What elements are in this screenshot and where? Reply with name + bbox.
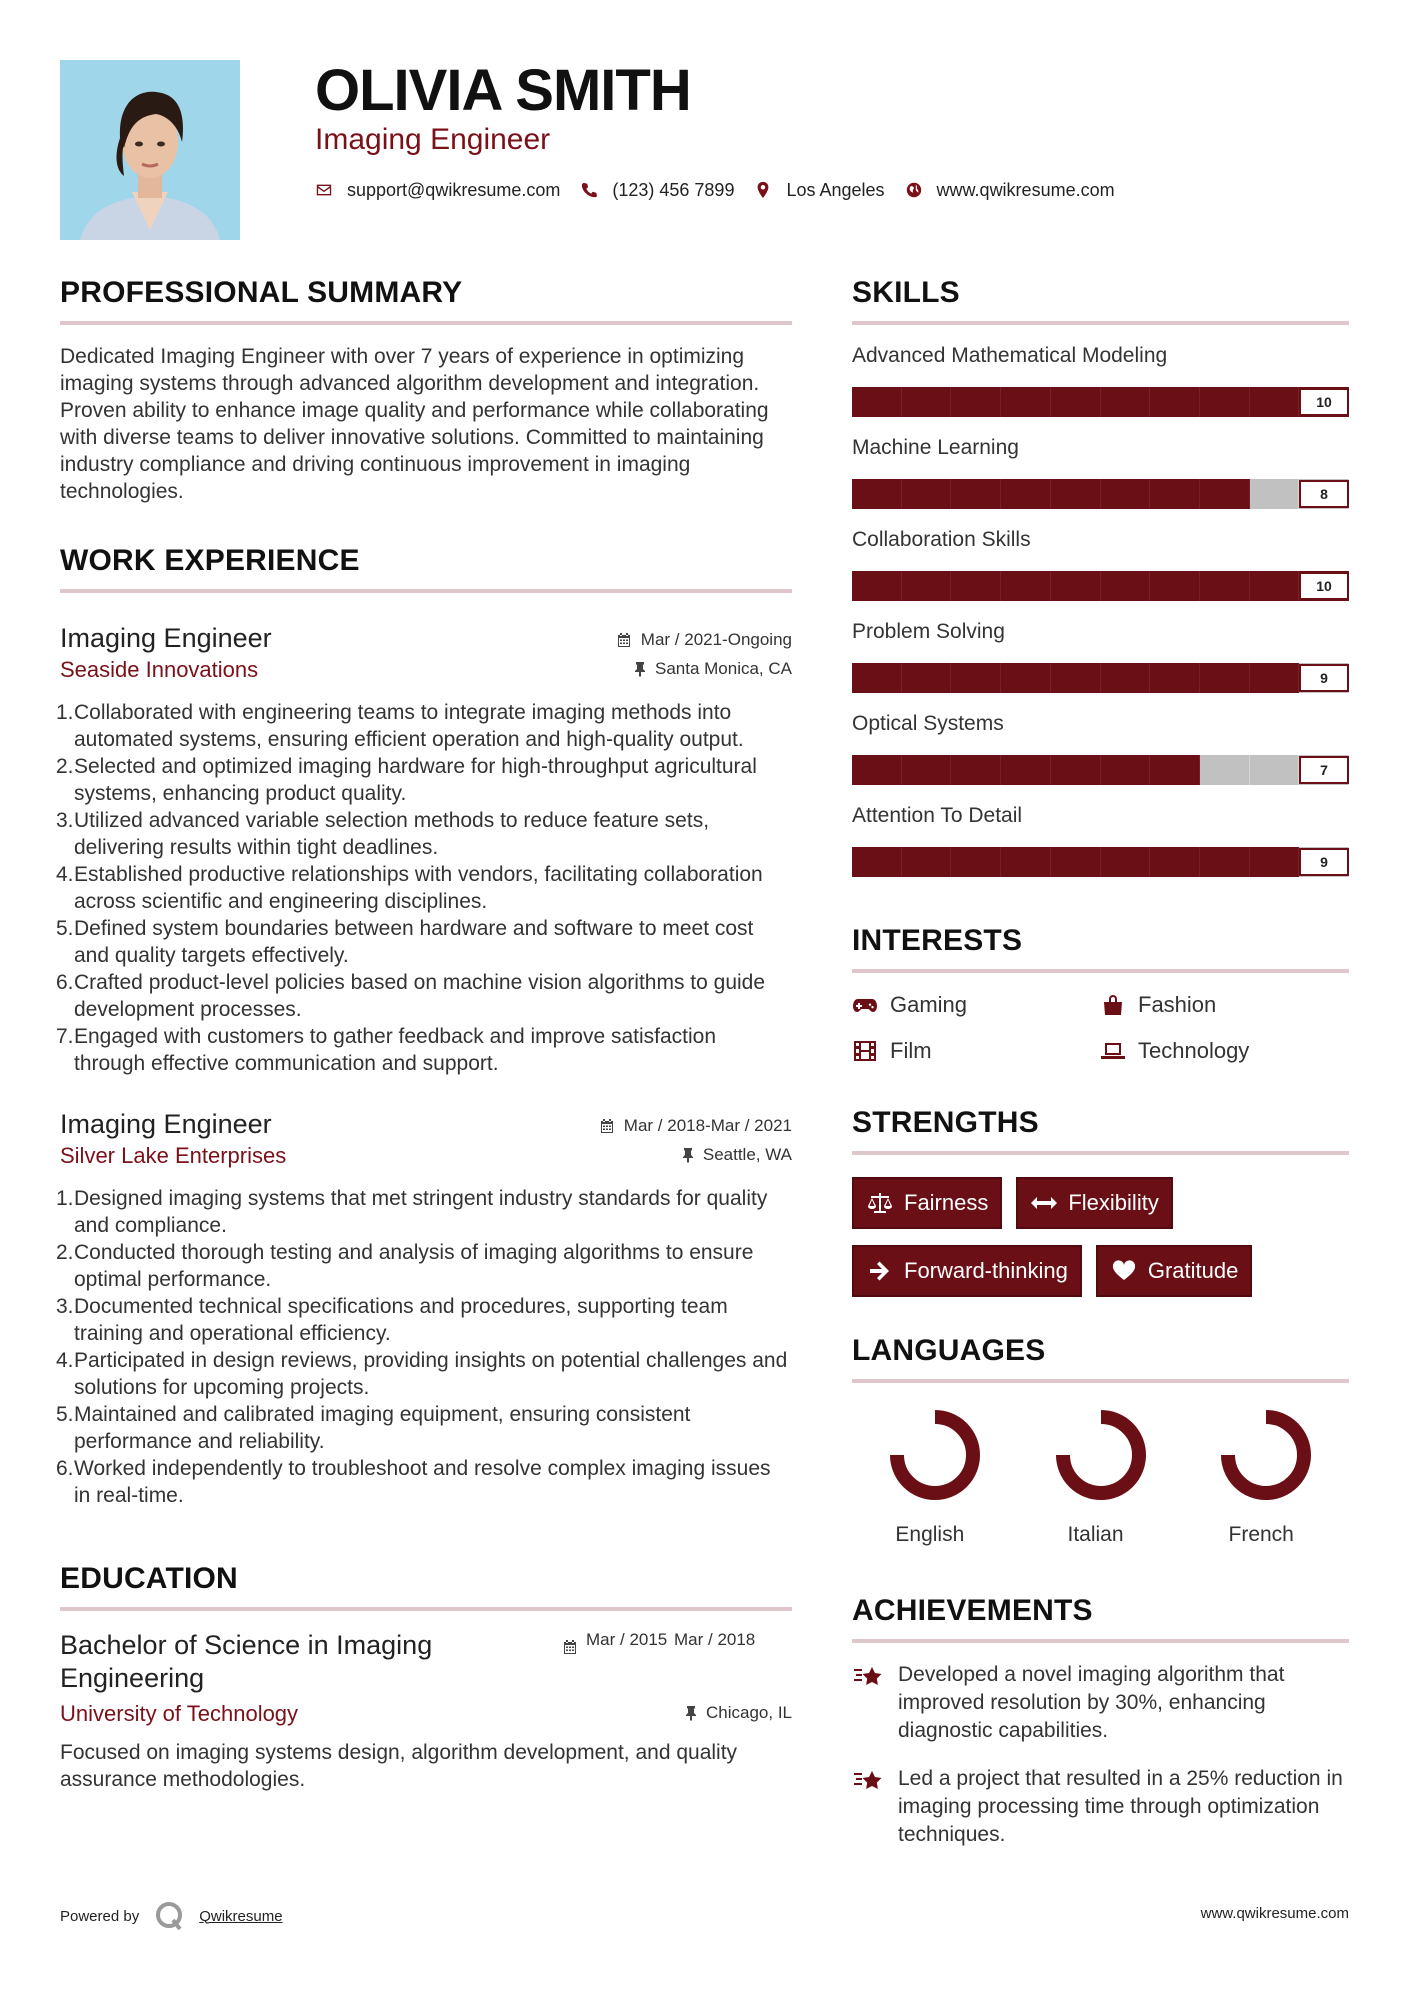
skill-segment-filled: [951, 847, 1001, 877]
skill-segment-filled: [852, 479, 902, 509]
profile-photo: [60, 60, 240, 240]
calendar-icon: [616, 632, 632, 648]
bullet-item: 2. Conducted thorough testing and analysis of imaging algorithms to ensure optimal performance.: [56, 1241, 754, 1291]
contact-website-text: www.qwikresume.com: [936, 179, 1115, 200]
footer-powered-by: [60, 1900, 283, 1932]
school-location: [684, 1703, 792, 1723]
skill-segment-filled: [1001, 387, 1051, 417]
skills-list: [852, 343, 1349, 877]
bullet-item: 5. Defined system boundaries between hardware and software to meet cost and quality targets effectively.: [56, 917, 754, 967]
job-company: Seaside Innovations: [60, 657, 259, 682]
skill-name: Advanced Mathematical Modeling: [852, 344, 1168, 367]
skill-bar: [852, 571, 1349, 601]
language-level-ring: [1053, 1407, 1149, 1503]
skill-item: [852, 619, 1349, 693]
job-entry: [56, 1107, 792, 1509]
skill-segment-filled: [1051, 479, 1101, 509]
skills-heading: SKILLS: [852, 275, 1349, 325]
language-level-ring: [1218, 1407, 1314, 1503]
skill-segment-filled: [1001, 571, 1051, 601]
skill-segment-empty: [1200, 755, 1250, 785]
interests-heading: INTERESTS: [852, 923, 1349, 973]
film-icon: [852, 1040, 878, 1062]
footer-website[interactable]: www.qwikresume.com: [1200, 1905, 1349, 1922]
skill-segment-filled: [951, 663, 1001, 693]
skill-segment-filled: [1200, 847, 1250, 877]
phone-icon: [580, 181, 598, 199]
skill-segment-filled: [1250, 387, 1300, 417]
contact-website[interactable]: [905, 180, 1115, 201]
job-location: [633, 659, 792, 679]
skill-segment-filled: [1101, 571, 1151, 601]
skill-segment-filled: [1051, 663, 1101, 693]
language-name: French: [1228, 1523, 1294, 1546]
strength-label: Gratitude: [1147, 1258, 1239, 1283]
heart-icon: [1110, 1260, 1138, 1282]
skill-item: [852, 527, 1349, 601]
laptop-icon: [1100, 1040, 1126, 1062]
skill-segment-filled: [902, 847, 952, 877]
job-role: Imaging Engineer: [60, 623, 272, 653]
language-level-ring: [887, 1407, 983, 1503]
skill-segment-filled: [1150, 479, 1200, 509]
skill-name: Collaboration Skills: [852, 528, 1031, 551]
profile-photo-illustration: [60, 60, 240, 240]
skill-segment-filled: [1051, 847, 1101, 877]
envelope-icon: [315, 181, 333, 199]
education-dates: [562, 1629, 762, 1655]
job-bullets: [56, 699, 792, 1077]
skill-item: [852, 803, 1349, 877]
contact-bar: [315, 178, 1135, 202]
interests-list: [852, 991, 1349, 1065]
skill-item: [852, 343, 1349, 417]
skill-name: Problem Solving: [852, 620, 1005, 643]
contact-phone[interactable]: [580, 180, 734, 201]
calendar-icon: [562, 1639, 578, 1655]
trophy-star-icon: [852, 1661, 886, 1691]
skill-segment-filled: [902, 479, 952, 509]
skill-segment-filled: [1051, 571, 1101, 601]
skill-segment-filled: [951, 387, 1001, 417]
skill-segment-filled: [1001, 663, 1051, 693]
education-start: Mar / 2015: [586, 1630, 668, 1649]
arrows-horizontal-icon: [1030, 1192, 1058, 1214]
skill-name: Machine Learning: [852, 436, 1019, 459]
skill-segment-filled: [902, 387, 952, 417]
pushpin-icon: [633, 661, 647, 677]
bullet-item: 3. Utilized advanced variable selection methods to reduce feature sets, delivering results within tight deadlines.: [56, 809, 710, 859]
skill-segment-filled: [1150, 755, 1200, 785]
job-location-text: Santa Monica, CA: [654, 659, 792, 678]
skill-segment-filled: [902, 663, 952, 693]
strength-label: Flexibility: [1068, 1190, 1159, 1215]
strength-tag: [1096, 1245, 1253, 1297]
interest-label: Fashion: [1138, 992, 1217, 1017]
interest-label: Film: [890, 1038, 932, 1063]
achievement-text: Developed a novel imaging algorithm that improved resolution by 30%, enhancing diagnostic capabilities.: [898, 1663, 1285, 1742]
language-level-arc: [897, 1417, 973, 1493]
contact-location-text: Los Angeles: [786, 179, 885, 200]
skill-segment-filled: [1200, 479, 1250, 509]
skill-bar: [852, 755, 1349, 785]
strengths-heading: STRENGTHS: [852, 1105, 1349, 1155]
skill-segment-filled: [951, 755, 1001, 785]
achievement-item: [852, 1765, 1349, 1849]
skill-segment-filled: [1250, 663, 1300, 693]
qwikresume-logo-icon: [153, 1900, 185, 1932]
achievement-text: Led a project that resulted in a 25% reduction in imaging processing time through optimization techniques.: [898, 1767, 1343, 1846]
candidate-title: Imaging Engineer: [315, 123, 551, 156]
skill-segment-filled: [1051, 387, 1101, 417]
contact-email[interactable]: [315, 180, 560, 201]
skill-segment-filled: [902, 571, 952, 601]
skill-name: Optical Systems: [852, 712, 1004, 735]
interest-item: [1100, 991, 1348, 1019]
skill-value: 10: [1299, 572, 1349, 600]
job-company: Silver Lake Enterprises: [60, 1143, 287, 1168]
globe-icon: [905, 181, 923, 199]
trophy-star-icon: [852, 1765, 886, 1795]
strength-label: Forward-thinking: [904, 1258, 1068, 1283]
job-entry: [56, 621, 792, 1077]
job-bullets: [56, 1185, 792, 1509]
skill-segment-filled: [1150, 663, 1200, 693]
left-column: [56, 275, 792, 1793]
education-entry: [60, 1629, 792, 1793]
experience-heading: WORK EXPERIENCE: [60, 543, 792, 593]
job-location-text: Seattle, WA: [702, 1145, 792, 1164]
skill-item: [852, 435, 1349, 509]
skill-segment-filled: [1101, 755, 1151, 785]
education-heading: EDUCATION: [60, 1561, 792, 1611]
job-role: Imaging Engineer: [60, 1109, 272, 1139]
skill-segment-filled: [1150, 847, 1200, 877]
map-pin-icon: [754, 181, 772, 199]
interest-item: [852, 991, 1100, 1019]
languages-heading: LANGUAGES: [852, 1333, 1349, 1383]
skill-segment-filled: [1200, 571, 1250, 601]
strength-tag: [852, 1177, 1002, 1229]
skill-value: 10: [1299, 388, 1349, 416]
pushpin-icon: [684, 1705, 698, 1721]
skill-segment-filled: [1101, 847, 1151, 877]
bullet-item: 5. Maintained and calibrated imaging equipment, ensuring consistent performance and reliability.: [56, 1403, 691, 1453]
skill-segment-filled: [1150, 571, 1200, 601]
skill-segment-empty: [1250, 755, 1300, 785]
skill-segment-filled: [852, 387, 902, 417]
interest-label: Technology: [1138, 1038, 1250, 1063]
achievement-item: [852, 1661, 1349, 1745]
skill-value: 9: [1299, 664, 1349, 692]
contact-email-text: support@qwikresume.com: [347, 179, 561, 200]
summary-text: Dedicated Imaging Engineer with over 7 years of experience in optimizing imaging systems through advanced algorithm development and integration. Proven ability to enhance image quality and performance while collaborating with diverse teams to deliver innovative solutions. Committed to maintaining industry compliance and driving continuous improvement in imaging technologies.: [60, 345, 769, 503]
interest-item: [1100, 1037, 1348, 1065]
bullet-item: 4. Established productive relationships with vendors, facilitating collaboration across scientific and engineering disciplines.: [56, 863, 763, 913]
skill-segment-filled: [1200, 387, 1250, 417]
strength-label: Fairness: [904, 1190, 989, 1215]
skill-item: [852, 711, 1349, 785]
skill-name: Attention To Detail: [852, 804, 1023, 827]
gamepad-icon: [852, 994, 878, 1016]
skill-segment-filled: [852, 755, 902, 785]
strengths-list: [852, 1177, 1349, 1297]
interest-item: [852, 1037, 1100, 1065]
bullet-item: 4. Participated in design reviews, providing insights on potential challenges and solutions for upcoming projects.: [56, 1349, 788, 1399]
bullet-item: 7. Engaged with customers to gather feedback and improve satisfaction through effective communication and support.: [56, 1025, 717, 1075]
arrow-right-icon: [866, 1260, 894, 1282]
contact-phone-text: (123) 456 7899: [612, 179, 735, 200]
language-level-arc: [1063, 1417, 1139, 1493]
skill-bar: [852, 387, 1349, 417]
language-name: Italian: [1067, 1523, 1124, 1546]
skill-segment-filled: [852, 847, 902, 877]
skill-value: 7: [1299, 756, 1349, 784]
skill-bar: [852, 663, 1349, 693]
language-level-arc: [1228, 1417, 1304, 1493]
school-name: University of Technology: [60, 1701, 299, 1726]
candidate-name: OLIVIA SMITH: [315, 58, 691, 123]
balance-scale-icon: [866, 1192, 894, 1214]
bullet-item: 1. Collaborated with engineering teams to integrate imaging methods into automated systems, ensuring efficient operation and high-quality output.: [56, 701, 744, 751]
school-location-text: Chicago, IL: [706, 1703, 792, 1722]
degree-name: Bachelor of Science in Imaging Engineering: [60, 1630, 433, 1693]
job-dates-text: Mar / 2021-Ongoing: [640, 630, 792, 649]
job-dates: [599, 1115, 792, 1137]
skill-segment-filled: [951, 479, 1001, 509]
skill-segment-filled: [1150, 387, 1200, 417]
skill-segment-filled: [1001, 755, 1051, 785]
language-name: English: [895, 1523, 965, 1546]
skill-segment-filled: [951, 571, 1001, 601]
calendar-icon: [599, 1118, 615, 1134]
languages-list: [852, 1407, 1349, 1547]
qwikresume-link[interactable]: Qwikresume: [199, 1907, 283, 1925]
skill-segment-filled: [1051, 755, 1101, 785]
bullet-item: 3. Documented technical specifications and procedures, supporting team training and operational efficiency.: [56, 1295, 728, 1345]
skill-segment-filled: [1101, 479, 1151, 509]
summary-heading: PROFESSIONAL SUMMARY: [60, 275, 792, 325]
bullet-item: 1. Designed imaging systems that met stringent industry standards for quality and compliance.: [56, 1187, 768, 1237]
skill-segment-filled: [852, 663, 902, 693]
skill-segment-filled: [1250, 571, 1300, 601]
skill-value: 8: [1299, 480, 1349, 508]
language-item: [1183, 1407, 1349, 1547]
language-item: [1018, 1407, 1184, 1547]
skill-segment-filled: [1001, 847, 1051, 877]
achievements-heading: ACHIEVEMENTS: [852, 1593, 1349, 1643]
pushpin-icon: [681, 1147, 695, 1163]
skill-bar: [852, 479, 1349, 509]
skill-bar: [852, 847, 1349, 877]
right-column: [852, 275, 1349, 1849]
skill-segment-filled: [852, 571, 902, 601]
skill-segment-filled: [1200, 663, 1250, 693]
bullet-item: 6. Crafted product-level policies based on machine vision algorithms to guide development processes.: [56, 971, 766, 1021]
education-end: Mar / 2018: [674, 1630, 756, 1649]
skill-segment-filled: [1101, 663, 1151, 693]
contact-location: [754, 180, 884, 201]
bullet-item: 6. Worked independently to troubleshoot and resolve complex imaging issues in real-time.: [56, 1457, 771, 1507]
shopping-bag-icon: [1100, 994, 1126, 1016]
skill-segment-filled: [1001, 479, 1051, 509]
job-dates-text: Mar / 2018-Mar / 2021: [623, 1116, 792, 1135]
skill-segment-filled: [1101, 387, 1151, 417]
job-location: [681, 1145, 792, 1165]
interest-label: Gaming: [890, 992, 968, 1017]
strength-tag: [1016, 1177, 1172, 1229]
skill-segment-filled: [902, 755, 952, 785]
skill-segment-empty: [1250, 479, 1300, 509]
skill-value: 9: [1299, 848, 1349, 876]
job-dates: [616, 629, 792, 651]
education-description: Focused on imaging systems design, algorithm development, and quality assurance methodologies.: [60, 1741, 738, 1791]
skill-segment-filled: [1250, 847, 1300, 877]
language-item: [852, 1407, 1018, 1547]
bullet-item: 2. Selected and optimized imaging hardware for high-throughput agricultural systems, enhancing product quality.: [56, 755, 757, 805]
powered-by-label: Powered by: [60, 1907, 140, 1925]
strength-tag: [852, 1245, 1082, 1297]
